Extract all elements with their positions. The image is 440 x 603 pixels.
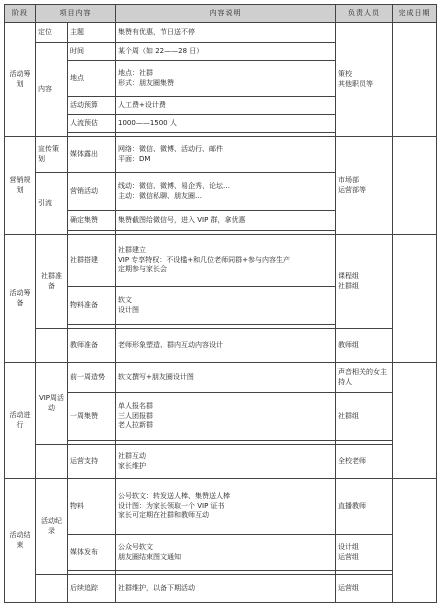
item-cell: 社群搭建 [68,235,116,287]
description-line: 家长维护 [118,461,146,470]
category-cell: 社群准备 [36,235,68,329]
stage-cell-marketing: 营销规划 [5,137,36,235]
owner-cell: 社群组 [336,393,393,441]
header-owner: 负责人员 [336,5,393,23]
description-cell: 某个周（如 22——28 日） [116,43,336,61]
item-cell: 教师准备 [68,329,116,363]
description-line: 家长可定期在社群和教师互动 [118,511,209,520]
owner-cell: 全校老师 [336,445,393,479]
table-row [5,235,437,287]
item-cell: 物料 [68,479,116,535]
table-row [5,23,437,43]
description-line: 公号软文：转发送人棒、集赞送人棒 [118,492,230,501]
description-line: 软文 [118,296,132,305]
item-cell: 前一周造势 [68,363,116,393]
header-description: 内容说明 [116,5,336,23]
category-cell: 引流 [36,173,68,235]
owner-text: 运营部等 [338,185,366,194]
description-cell [116,445,336,479]
header-stage: 阶段 [5,5,36,23]
description-line: 朋友圈结束图文通知 [118,552,181,561]
owner-text: 其他职员等 [338,79,373,88]
table-row [5,535,437,571]
description-line: VIP 专享特权：不设槛+和几位老师同群+参与内容生产 [118,255,291,264]
owner-text: 设计组 [338,543,359,552]
activity-plan-table [4,4,437,603]
stage-cell-execution: 活动进行 [5,363,36,479]
category-cell: 内容 [36,43,68,137]
item-cell: 运营支持 [68,445,116,479]
date-cell [393,23,437,137]
description-cell: 集赞截图给微信号，进入 VIP 群，拿优惠 [116,211,336,231]
description-line: 老人拉新群 [118,421,153,430]
owner-text: 课程组 [338,272,359,281]
date-cell [393,363,437,479]
header-project: 项目内容 [36,5,116,23]
owner-text: 策校 [338,70,352,79]
description-line: 平面：DM [118,154,151,163]
category-cell: 定位 [36,23,68,43]
description-cell [116,137,336,173]
description-cell [116,535,336,571]
owner-cell: 声音相关的女主持人 [336,363,393,393]
stage-cell-planning: 活动筹划 [5,23,36,137]
description-line: 三人团报群 [118,411,153,420]
item-cell: 一周集赞 [68,393,116,441]
owner-text: 运营组 [338,552,359,561]
description-line: 定期参与家长会 [118,265,167,274]
table-header-row [5,5,437,23]
item-cell: 主题 [68,23,116,43]
description-cell [116,479,336,535]
category-cell: 活动纪录 [36,479,68,575]
description-cell: 软文撰写+朋友圈设计图 [116,363,336,393]
owner-text: 市场部 [338,176,359,185]
description-line: 形式：朋友圈集赞 [118,78,174,87]
description-line: 线动：微信、微博、易企秀、论坛… [118,182,230,191]
description-cell [116,235,336,287]
item-cell: 后续追踪 [68,575,116,603]
description-cell: 老师形象塑造、群内互动内容设计 [116,329,336,363]
description-cell [116,61,336,97]
header-date: 完成日期 [393,5,437,23]
item-cell: 活动预算 [68,97,116,115]
description-cell [116,287,336,325]
description-cell: 1000——1500 人 [116,115,336,133]
table-row [5,445,437,479]
item-cell: 媒体发布 [68,535,116,571]
item-cell: 物料准备 [68,287,116,325]
description-cell: 集赞有优惠，节日送不停 [116,23,336,43]
item-cell: 地点 [68,61,116,97]
stage-cell-preparation: 活动筹备 [5,235,36,363]
table-row [5,393,437,441]
item-cell: 媒体露出 [68,137,116,173]
item-cell: 人流预估 [68,115,116,133]
description-line: 单人报名群 [118,402,153,411]
item-cell: 营销活动 [68,173,116,211]
stage-cell-closing: 活动结束 [5,479,36,603]
table-row [5,575,437,603]
description-line: 公众号软文 [118,543,153,552]
description-line: 网络：微信、微博、活动行、邮件 [118,145,223,154]
category-cell: VIP周活动 [36,363,68,445]
description-cell [116,173,336,211]
owner-cell [336,535,393,571]
table-row [5,479,437,535]
description-line: 社群互动 [118,452,146,461]
category-cell: 宣传策划 [36,137,68,173]
table-row [5,137,437,173]
owner-cell: 直播教师 [336,479,393,535]
description-line: 地点：社群 [118,69,153,78]
date-cell [393,479,437,603]
owner-cell: 教师组 [336,329,393,363]
date-cell [393,235,437,363]
description-line: 设计图 [118,305,139,314]
owner-cell: 运营组 [336,575,393,603]
description-line: 主动：微信私聊、朋友圈… [118,191,202,200]
item-cell: 时间 [68,43,116,61]
description-cell [116,393,336,441]
description-line: 设计图：为家长领取一个 VIP 证书 [118,501,225,510]
item-cell: 确定集赞 [68,211,116,231]
owner-cell [336,23,393,137]
table-row [5,329,437,363]
description-cell: 人工费+设计费 [116,97,336,115]
owner-text: 社群组 [338,281,359,290]
description-cell: 社群维护，以备下期活动 [116,575,336,603]
description-line: 社群建立 [118,246,146,255]
date-cell [393,137,437,235]
owner-cell [336,137,393,235]
table-row [5,363,437,393]
owner-cell [336,235,393,329]
